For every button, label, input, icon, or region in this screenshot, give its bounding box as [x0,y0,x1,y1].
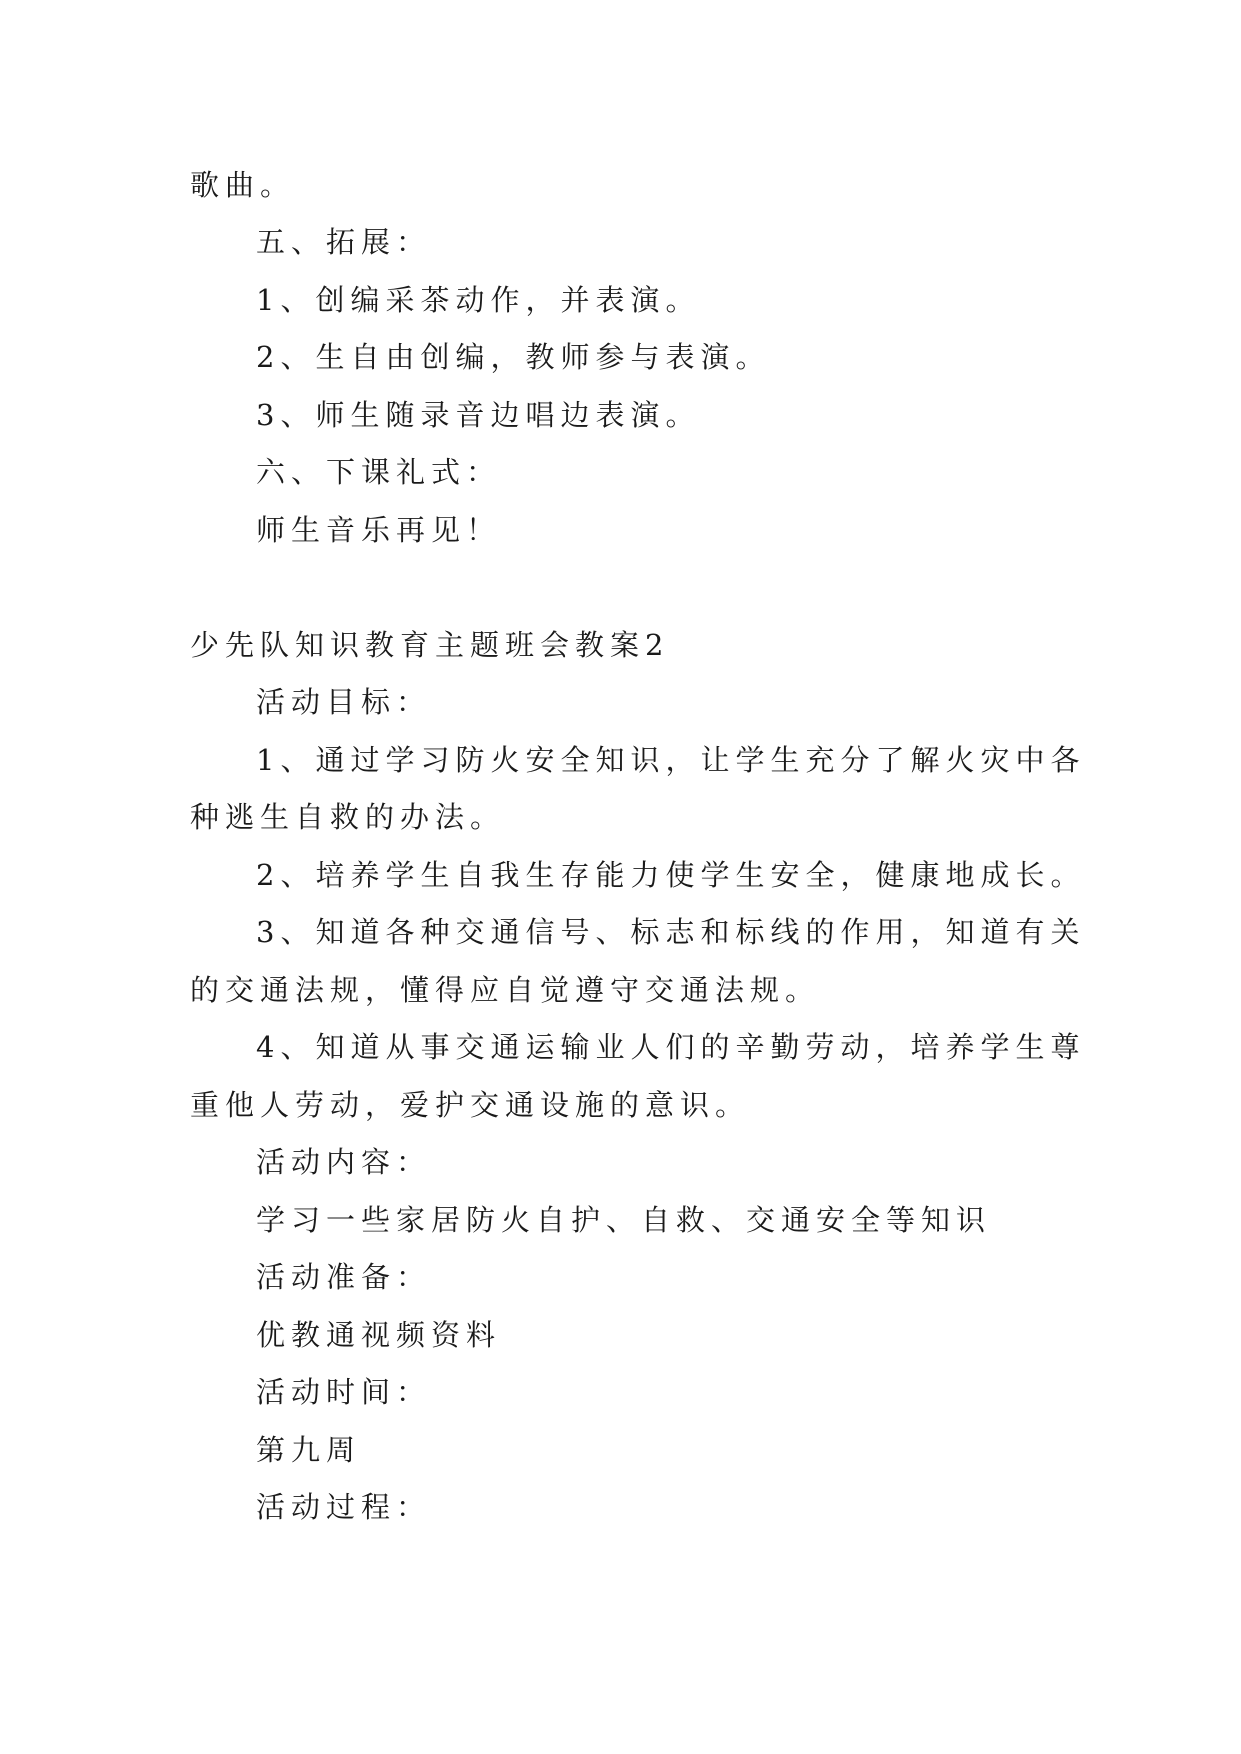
list-item-continuation: 重他人劳动，爱护交通设施的意识。 [190,1088,751,1122]
section-heading-process: 活动过程： [256,1490,432,1524]
list-item-continuation: 的交通法规，懂得应自觉遵守交通法规。 [190,973,821,1007]
paragraph: 第九周 [256,1433,362,1467]
section-heading-extension: 五、拓展： [256,225,432,259]
list-item: 1、创编采茶动作，并表演。 [256,283,701,317]
paragraph: 学习一些家居防火自护、自救、交通安全等知识 [256,1203,992,1237]
paragraph: 师生音乐再见！ [256,513,502,547]
section-heading-goals: 活动目标： [256,685,432,719]
list-item: 4、知道从事交通运输业人们的辛勤劳动，培养学生尊 [256,1030,1086,1064]
text-line-continuation: 歌曲。 [190,168,296,202]
section-heading-content: 活动内容： [256,1145,432,1179]
list-item: 2、生自由创编，教师参与表演。 [256,340,771,374]
list-item: 3、师生随录音边唱边表演。 [256,398,701,432]
list-item: 3、知道各种交通信号、标志和标线的作用，知道有关 [256,915,1086,949]
document-title: 少先队知识教育主题班会教案2 [190,628,670,662]
section-heading-time: 活动时间： [256,1375,432,1409]
section-heading-closing: 六、下课礼式： [256,455,502,489]
list-item: 2、培养学生自我生存能力使学生安全，健康地成长。 [256,858,1086,892]
list-item-continuation: 种逃生自救的办法。 [190,800,506,834]
paragraph: 优教通视频资料 [256,1318,502,1352]
list-item: 1、通过学习防火安全知识，让学生充分了解火灾中各 [256,743,1086,777]
section-heading-preparation: 活动准备： [256,1260,432,1294]
